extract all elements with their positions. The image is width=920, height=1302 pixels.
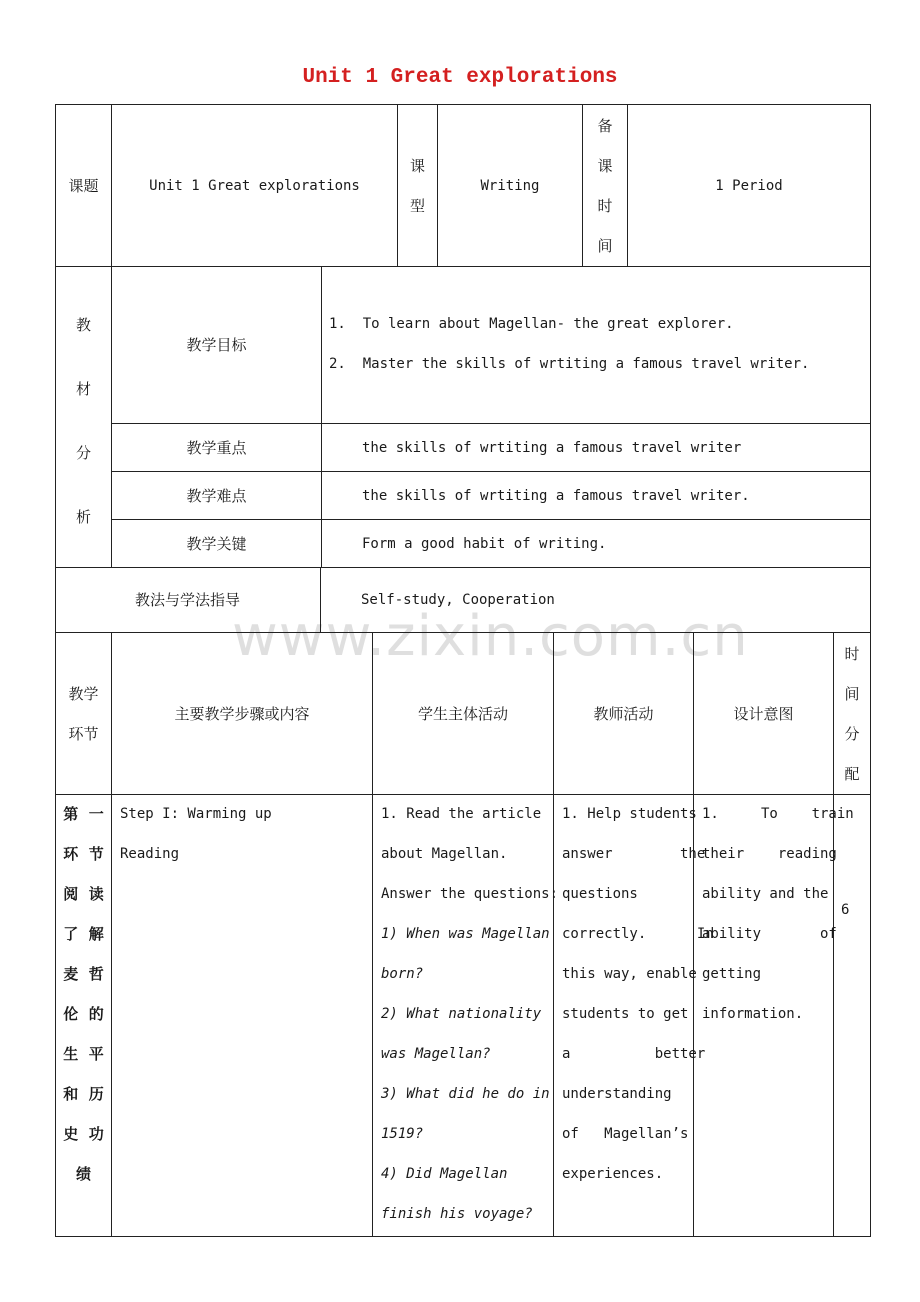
topic-value: Unit 1 Great explorations: [149, 177, 360, 194]
prep-label-char: 时: [597, 196, 613, 215]
teacher-line: of Magellan’s: [562, 1126, 689, 1142]
stage-1-line: 第 一: [63, 805, 104, 823]
goals-list: [329, 304, 869, 384]
analysis-side-char: 分: [75, 444, 91, 462]
design-line: their reading: [702, 846, 837, 862]
question-line: 1) When was Magellan: [381, 926, 550, 942]
student-line: Answer the questions:: [381, 886, 559, 902]
stage-1-line: 麦 哲: [63, 965, 104, 983]
teacher-line: correctly. In: [562, 926, 714, 942]
stage-header: [55, 632, 112, 795]
teacher-header: 教师活动: [593, 704, 654, 723]
prep-label-char: 间: [597, 236, 613, 255]
question-line: was Magellan?: [381, 1046, 491, 1062]
prep-value: 1 Period: [715, 177, 783, 194]
student-content: [381, 794, 559, 1234]
design-line: ability of: [702, 926, 837, 942]
teacher-content: [562, 794, 714, 1204]
stage-1-line: 伦 的: [63, 1005, 104, 1023]
analysis-side-char: 教: [75, 316, 91, 334]
difficulty-label: 教学难点: [186, 486, 247, 505]
teacher-line: understanding: [562, 1086, 672, 1102]
stage-1-label: [55, 794, 112, 1194]
analysis-side-char: 析: [75, 508, 91, 526]
prep-label: [582, 104, 628, 267]
design-line: 1. To train: [702, 806, 854, 822]
stage-1-line: 了 解: [63, 925, 104, 943]
design-line: getting: [702, 966, 762, 982]
question-line: finish his voyage?: [381, 1206, 533, 1222]
focus-label: 教学重点: [186, 438, 247, 457]
steps-header: 主要教学步骤或内容: [174, 704, 310, 723]
steps-content: [120, 794, 370, 884]
question-line: 3) What did he do in: [381, 1086, 550, 1102]
focus-value: the skills of wrtiting a famous travel writer: [362, 439, 742, 456]
teacher-line: experiences.: [562, 1166, 664, 1182]
teacher-line: a better: [562, 1046, 706, 1062]
design-line: ability and the: [702, 886, 829, 902]
question-line: born?: [381, 966, 424, 982]
time-header: [833, 632, 871, 795]
type-label: [397, 104, 438, 267]
type-label-char: 型: [409, 196, 425, 215]
time-value: 6: [841, 902, 850, 918]
question-line: 4) Did Magellan: [381, 1166, 508, 1182]
design-content: [702, 794, 854, 1044]
analysis-side-char: 材: [75, 380, 91, 398]
goal-item: 2. Master the skills of wrtiting a famous travel writer.: [329, 356, 810, 372]
stage-1-line: 史 功: [63, 1125, 104, 1143]
question-line: 2) What nationality: [381, 1006, 542, 1022]
method-divider: [320, 567, 321, 633]
student-line: 1. Read the article: [381, 806, 542, 822]
goal-item: 1. To learn about Magellan- the great explorer.: [329, 316, 734, 332]
method-value: Self-study, Cooperation: [361, 592, 555, 608]
stage-1-line: 生 平: [63, 1045, 104, 1063]
stage-header-line: 环节: [68, 724, 99, 743]
step-line: Reading: [120, 846, 180, 862]
teacher-line: students to get: [562, 1006, 689, 1022]
method-label: 教法与学法指导: [134, 591, 240, 609]
stage-1-line: 和 历: [63, 1085, 104, 1103]
type-value: Writing: [480, 177, 540, 194]
time-header-char: 间: [844, 684, 860, 703]
difficulty-value: the skills of wrtiting a famous travel writer.: [362, 487, 750, 504]
student-line: about Magellan.: [381, 846, 508, 862]
teacher-line: 1. Help students: [562, 806, 697, 822]
watermark: www.zixin.com.cn: [232, 604, 749, 669]
teacher-line: answer the: [562, 846, 706, 862]
teacher-line: this way, enable: [562, 966, 697, 982]
time-header-char: 时: [844, 644, 860, 663]
step-line: Step I: Warming up: [120, 806, 272, 822]
document-title: Unit 1 Great explorations: [302, 66, 618, 89]
design-header: 设计意图: [733, 704, 794, 723]
stage-1-line: 环 节: [63, 845, 104, 863]
stage-1-line: 绩: [75, 1165, 91, 1183]
student-header: 学生主体活动: [417, 704, 508, 723]
type-label-char: 课: [409, 156, 425, 175]
question-line: 1519?: [381, 1126, 424, 1142]
stage-header-line: 教学: [68, 684, 99, 703]
time-header-char: 分: [844, 724, 860, 743]
design-line: information.: [702, 1006, 804, 1022]
stage-1-line: 阅 读: [63, 885, 104, 903]
topic-label: 课题: [68, 176, 99, 195]
goals-label: 教学目标: [186, 336, 247, 354]
key-value: Form a good habit of writing.: [362, 535, 607, 552]
key-label: 教学关键: [186, 534, 247, 553]
prep-label-char: 课: [597, 156, 613, 175]
analysis-side-label: [55, 296, 112, 546]
time-header-char: 配: [844, 764, 860, 783]
teacher-line: questions: [562, 886, 638, 902]
prep-label-char: 备: [597, 116, 613, 135]
